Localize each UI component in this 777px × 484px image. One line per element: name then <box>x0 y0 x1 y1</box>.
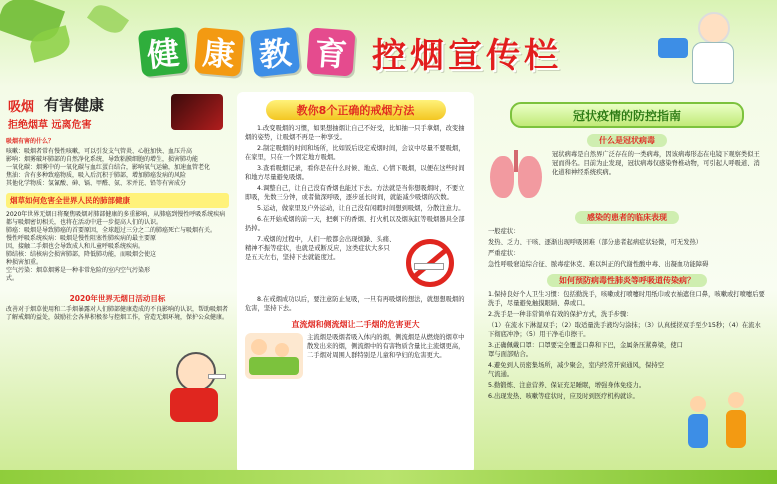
family-cartoon-icon <box>245 333 303 379</box>
quit-tip: 5.运动，做家里及户外运动，让自己没有闲暇时间想到吸烟，分散注意力。 <box>257 205 465 212</box>
tip7-row <box>237 235 474 295</box>
intro-line: 焦油：含有多种致癌物质，吸入后沉积于肺部，增加肺癌发病的风险 <box>6 172 187 179</box>
intro-line: 咳嗽：吸烟者常有慢性咳嗽，可以引发支气管炎、心脏加快、血压升高 <box>6 148 193 155</box>
title-tile: 康 <box>194 27 244 77</box>
logo-text-smoking: 吸烟 <box>8 100 35 115</box>
secondhand-smoke-heading: 直流烟和侧流烟让二手烟的危害更大 <box>291 320 420 329</box>
intro-line: 影响：烟雾破坏肺部的自然净化系统，导致粘膜细胞的增生，损害肺功能 <box>6 156 199 163</box>
quit-tip: 4.调整自己，让自己没有香烟也能过下去。方法就是当你想吸烟时，不要立即吸，先数三分钟，或者做深呼吸，逐步延长时间，就能减少吸烟的次数。 <box>245 185 465 201</box>
epidemic-guide-banner: 冠状疫情的防控指南 <box>510 102 744 128</box>
section1-line: 2020年世界无烟日将聚焦吸烟对肺部健康的多重影响，从肺癌到慢性呼吸系统疾病都与吸烟密切相关，也将在活动中进一步提高人们的认识。 <box>6 211 226 226</box>
title-text: 控烟宣传栏 <box>372 35 562 76</box>
symptom-line: 严重症状： <box>488 250 520 257</box>
poster-title <box>140 22 562 82</box>
symptom-line: 发热、乏力、干咳、逐渐出现呼吸困难（部分患者起病症状轻微，可无发热） <box>488 239 703 246</box>
q1-row <box>482 150 772 206</box>
secondhand-text: 主流烟是吸烟者吸入体内的烟，侧流烟是从燃烧的烟草中散发出来的烟，侧流烟中的有害物质含量比主流烟更高，二手烟对周围人群特别是儿童和孕妇的危害更大。 <box>307 334 465 359</box>
quit-tip: 8.在戒烟成功以后，要注意防止复吸，一旦有再吸烟的想法，就想想吸烟的危害，坚持下去。 <box>245 296 465 312</box>
exercising-people-icon <box>682 392 768 470</box>
section1-line: 慢性呼吸系统疾病：吸烟是慢性阻塞性肺疾病的最主要原因，接触二手烟也会导致成人和儿童呼吸系统疾病。 <box>6 235 157 250</box>
doctor-cartoon-icon <box>684 12 740 84</box>
question-clinical-symptoms: 感染的患者的临床表现 <box>575 211 679 224</box>
quit-tip: 1.改变吸烟的习惯，如果想抽烟让自己不好受，比如抽一只手拿烟，改变抽烟的姿势，让吸烟不再是一种享受。 <box>245 125 465 141</box>
q1-text: 冠状病毒是自然界广泛存在的一类病毒，因该病毒形态在电镜下观察类似王冠而得名。目前为止发现，冠状病毒仅感染脊椎动物，可引起人呼吸道、消化道和神经系统疾病。 <box>552 151 760 176</box>
intro-heading: 吸烟有害的什么？ <box>6 138 55 145</box>
smoking-cartoon-icon <box>166 352 224 424</box>
goal-text: 改善对于烟草使用和二手烟暴露对人们肺部健康造成的不良影响的认识，帮助吸烟者了解戒烟的益处，鼓励社会各界积极参与控烟工作，营造无烟环境，保护公众健康。 <box>6 306 229 321</box>
logo-text-harmful: 有害健康 <box>44 96 105 114</box>
grass-strip <box>0 470 777 484</box>
symptom-line: 一般症状： <box>488 228 520 235</box>
quit-tip: 3.查看吸烟记录，看你是在什么时候、地点、心情下吸烟，以便在这些时间和地方尽量避免吸烟。 <box>245 165 465 181</box>
question-prevention: 如何预防病毒性肺炎等呼吸道传染病？ <box>547 274 707 287</box>
quit-tip: 7.戒烟的过程中，人们一般都会出现烦躁、头痛、精神不振等症状，也就是戒断反应，这类症状大多只是五天左右，坚持下去就能度过。 <box>245 236 396 261</box>
section1-line: 肺癌：吸烟是导致肺癌的首要原因，全球超过三分之二的肺癌死亡与吸烟有关。 <box>6 227 217 234</box>
question-what-is-coronavirus: 什么是冠状病毒 <box>587 134 667 147</box>
title-tile: 育 <box>306 27 355 76</box>
no-smoking-sign-icon <box>398 235 468 295</box>
left-column <box>6 92 229 474</box>
smoke-photo <box>171 94 223 130</box>
title-tile: 健 <box>138 27 189 78</box>
quit-tip: 2.制定吸烟的时间和场所，比如饭后设定戒烟时间，会议中尽量不要吸烟，在家里，只在一个固定地方吸烟。 <box>245 145 465 161</box>
logo-text-refuse: 拒绝烟草 远离危害 <box>8 120 92 131</box>
poster-header <box>0 0 777 90</box>
intro-line: 一氧化碳：烟雾中的一氧化碳与血红蛋白结合，影响氧气运输，加速血管老化 <box>6 164 211 171</box>
secondhand-row <box>237 333 474 379</box>
prevention-line: 2.洗手是一种非常简单有效的保护方式，洗手步骤： <box>488 311 633 318</box>
prevention-line: 3.正确佩戴口罩：口罩要完全覆盖口鼻和下巴，金属条压紧鼻梁，使口罩与面部贴合。 <box>488 342 683 358</box>
title-tile: 教 <box>250 27 301 78</box>
section1-line: 肺结核：结核病会损害肺部，降低肺功能，而吸烟会使这种损害加重。 <box>6 251 157 266</box>
goal-heading: 2020年世界无烟日活动目标 <box>69 294 166 303</box>
right-column <box>482 92 772 474</box>
prevention-line: 6.出现发热、咳嗽等症状时，应及时到医疗机构就诊。 <box>488 393 639 400</box>
intro-line: 其他化学物质：氢氰酸、砷、镉、甲醛、氨、苯并芘、铅等有害成分 <box>6 180 187 187</box>
section1-heading: 烟草如何危害全世界人民的肺部健康 <box>6 193 229 208</box>
quit-tip: 6.在开始戒烟的前一天，把剩下的香烟、打火机以及烟灰缸等吸烟器具全部扔掉。 <box>245 216 465 232</box>
section1-line: 空气污染：烟草烟雾是一种非常危险的室内空气污染形式。 <box>6 267 151 282</box>
symptom-line: 急性呼吸窘迫综合征、脓毒症休克、难以纠正的代谢性酸中毒、出凝血功能障碍 <box>488 261 709 268</box>
lungs-icon <box>486 150 546 206</box>
prevention-line: 4.避免到人员密集场所，减少聚会，室内经常开窗通风，保持空气流通。 <box>488 362 665 378</box>
prevention-line: 5.勤锻炼、注意营养、保证充足睡眠，增强身体免疫力。 <box>488 382 646 389</box>
quit-methods-banner: 教你8个正确的戒烟方法 <box>266 100 446 120</box>
no-smoking-logo <box>6 92 229 136</box>
prevention-line: 1.保持良好个人卫生习惯：包括勤洗手，咳嗽或打喷嚏时用纸巾或衣袖遮住口鼻，咳嗽或打喷嚏后要洗手，尽量避免触摸眼睛、鼻或口。 <box>488 291 765 307</box>
prevention-line: （1）在流水下淋湿双手；（2）取适量洗手液均匀涂抹；（3）认真揉搓双手至少15秒；（4）在流水下彻底冲净；（5）用干净毛巾擦干。 <box>488 322 761 338</box>
middle-column <box>237 92 474 474</box>
